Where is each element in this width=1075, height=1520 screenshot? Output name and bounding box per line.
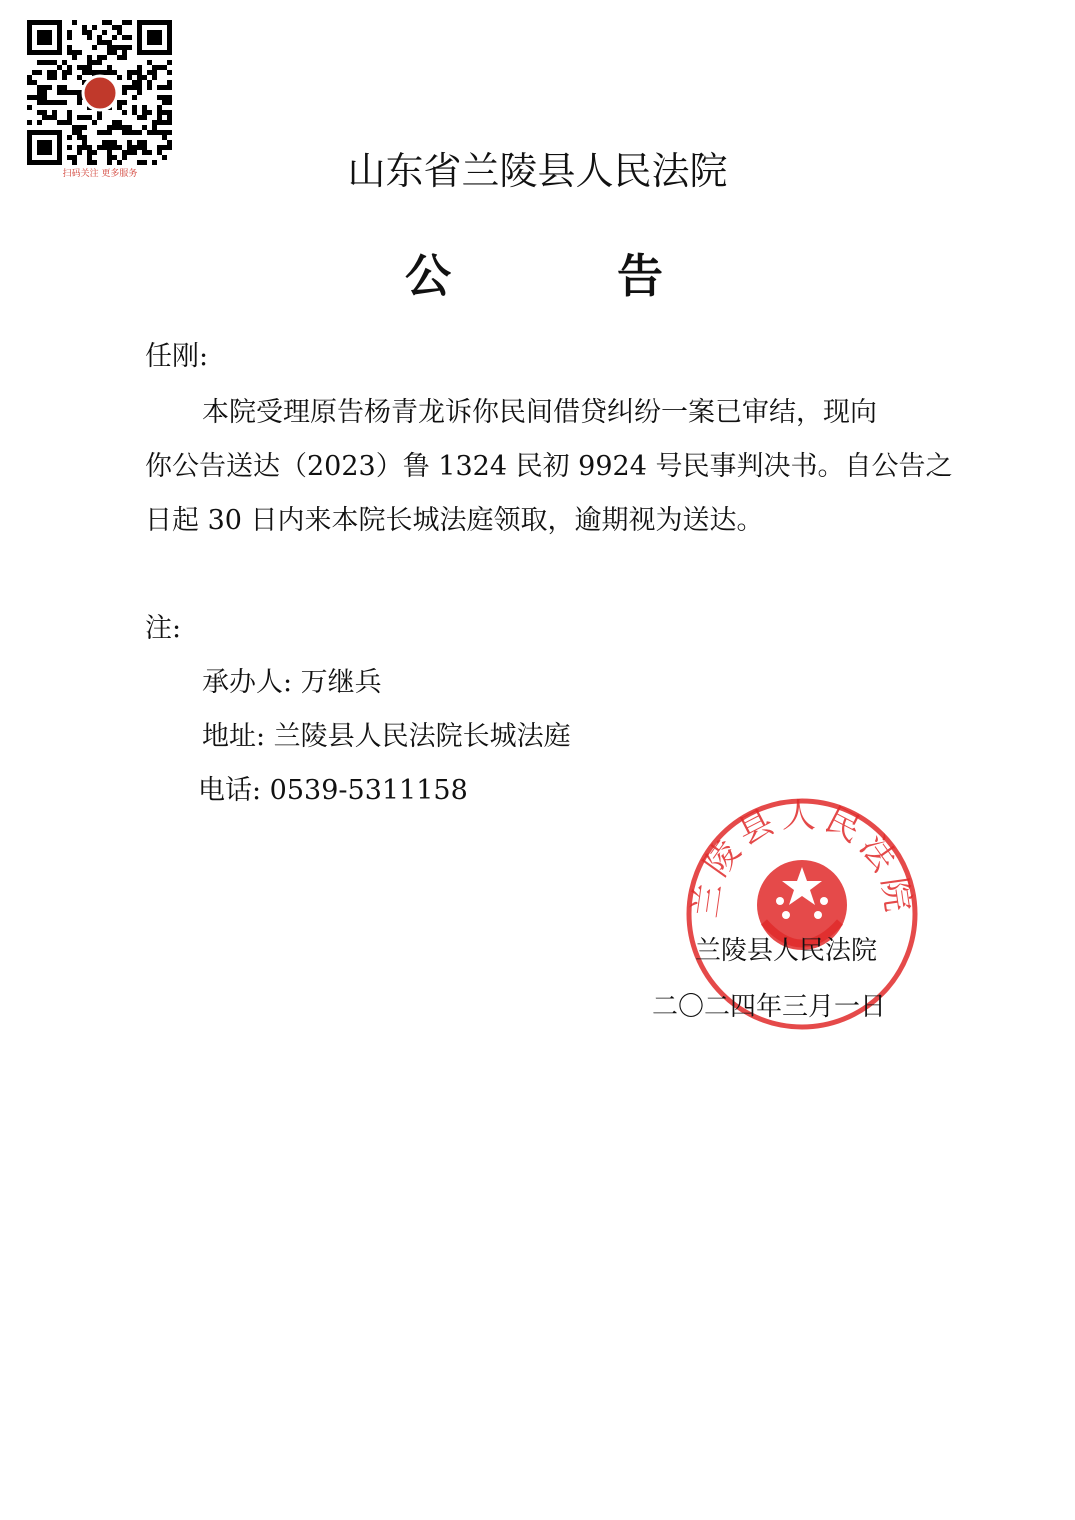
body-paragraph-line-2: 你公告送达（2023）鲁 1324 民初 9924 号民事判决书。自公告之 [145,451,953,482]
signature-court: 兰陵县人民法院 [695,936,878,966]
note-address: 地址: 兰陵县人民法院长城法庭 [202,721,571,752]
notice-title-char-1: 公 [405,249,451,303]
court-name-heading: 山东省兰陵县人民法院 [347,149,728,193]
note-handler: 承办人: 万继兵 [202,667,382,698]
qr-caption: 扫码关注 更多服务 [62,169,138,179]
signature-date: 二〇二四年三月一日 [652,992,887,1022]
notice-title-char-2: 告 [617,249,663,303]
body-paragraph-line-1: 本院受理原告杨青龙诉你民间借贷纠纷一案已审结，现向 [202,397,877,428]
addressee: 任刚: [145,341,209,372]
note-label: 注: [145,613,182,644]
body-paragraph-line-3: 日起 30 日内来本院长城法庭领取，逾期视为送达。 [145,505,764,536]
note-phone: 电话: 0539-5311158 [198,775,468,806]
seal-text: 兰陵县人民法院 [685,797,919,921]
